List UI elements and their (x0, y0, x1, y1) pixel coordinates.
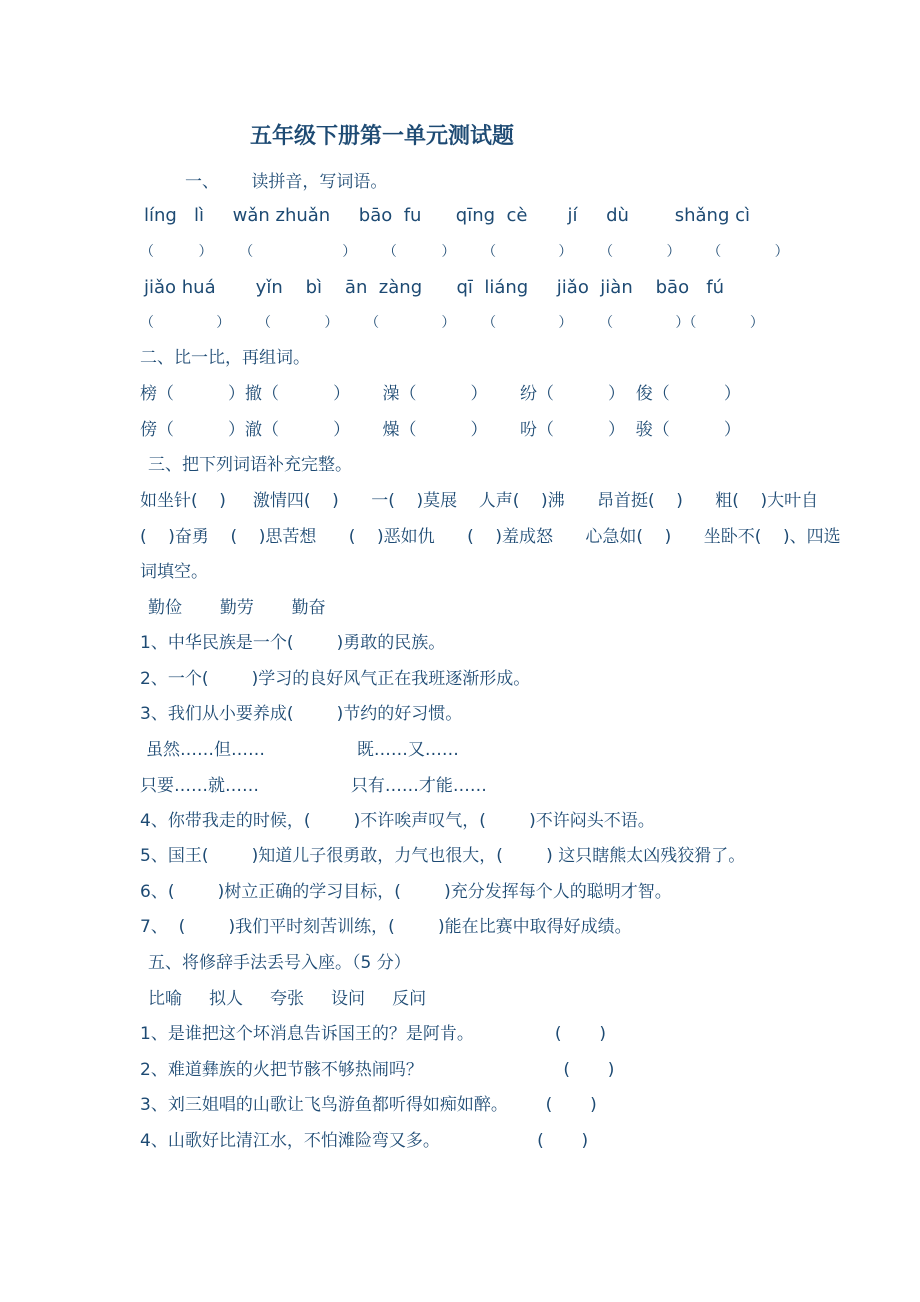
section2-heading: 二、比一比，再组词。 (140, 348, 310, 368)
idiom-line-2: ( )奋勇 ( )思苦想 ( )恶如仇 ( )羞成怒 心急如( ) 坐卧不( )、四选 (140, 527, 841, 547)
rhetoric-options: 比喻 拟人 夸张 设问 反问 (148, 989, 427, 1009)
answer-brackets-row-1: （ ） （ ） （ ） （ ） （ ） （ ） (140, 244, 789, 260)
question-5-4: 4、山歌好比清江水，不怕滩险弯又多。 ( ) (140, 1131, 589, 1151)
question-4-2: 2、一个( )学习的良好风气正在我班逐渐形成。 (140, 669, 531, 689)
question-5-2: 2、难道彝族的火把节骸不够热闹吗？ ( ) (140, 1060, 615, 1080)
question-4-5: 5、国王( )知道儿子很勇敢，力气也很大，( ) 这只瞎熊太凶残狡猾了。 (140, 846, 746, 866)
word-choices-2a: 虽然……但…… 既……又…… (146, 740, 459, 760)
question-4-3: 3、我们从小要养成( )节约的好习惯。 (140, 704, 463, 724)
idiom-line-1: 如坐针( ) 激情四( ) 一( )莫展 人声( )沸 昂首挺( ) 粗( )大叶自 (140, 491, 819, 511)
idiom-line-3: 词填空。 (140, 562, 208, 582)
question-5-1: 1、是谁把这个坏消息告诉国王的？是阿肯。 ( ) (140, 1024, 606, 1044)
question-4-6: 6、( )树立正确的学习目标，( )充分发挥每个人的聪明才智。 (140, 882, 672, 902)
section5-heading: 五、将修辞手法丢号入座。（5 分） (148, 953, 411, 973)
page-title: 五年级下册第一单元测试题 (250, 123, 515, 149)
section3-heading: 三、把下列词语补充完整。 (148, 455, 352, 475)
pinyin-row-1: líng lì wǎn zhuǎn bāo fu qīng cè jí dù shǎng cì (144, 205, 751, 226)
word-choices-2b: 只要……就…… 只有……才能…… (140, 776, 487, 796)
question-4-1: 1、中华民族是一个( )勇敢的民族。 (140, 633, 446, 653)
pinyin-row-2: jiǎo huá yǐn bì ān zàng qī liáng jiǎo jiàn bāo fú (144, 277, 724, 298)
word-choices-1: 勤俭 勤劳 勤奋 (148, 598, 326, 618)
answer-brackets-row-2: （ ） （ ） （ ） （ ） （ ）（ ） (140, 315, 764, 331)
question-5-3: 3、刘三姐唱的山歌让飞鸟游鱼都听得如痴如醉。 ( ) (140, 1095, 597, 1115)
section1-heading: 一、 读拼音，写词语。 (185, 172, 388, 192)
compare-row-2: 傍（ ）澈（ ） 燥（ ） 吩（ ） 骏（ ） (140, 420, 741, 440)
question-4-7: 7、 ( )我们平时刻苦训练，( )能在比赛中取得好成绩。 (140, 917, 632, 937)
question-4-4: 4、你带我走的时候，( )不许唉声叹气，( )不许闷头不语。 (140, 811, 655, 831)
compare-row-1: 榜（ ）撤（ ） 澡（ ） 纷（ ） 俊（ ） (140, 384, 741, 404)
